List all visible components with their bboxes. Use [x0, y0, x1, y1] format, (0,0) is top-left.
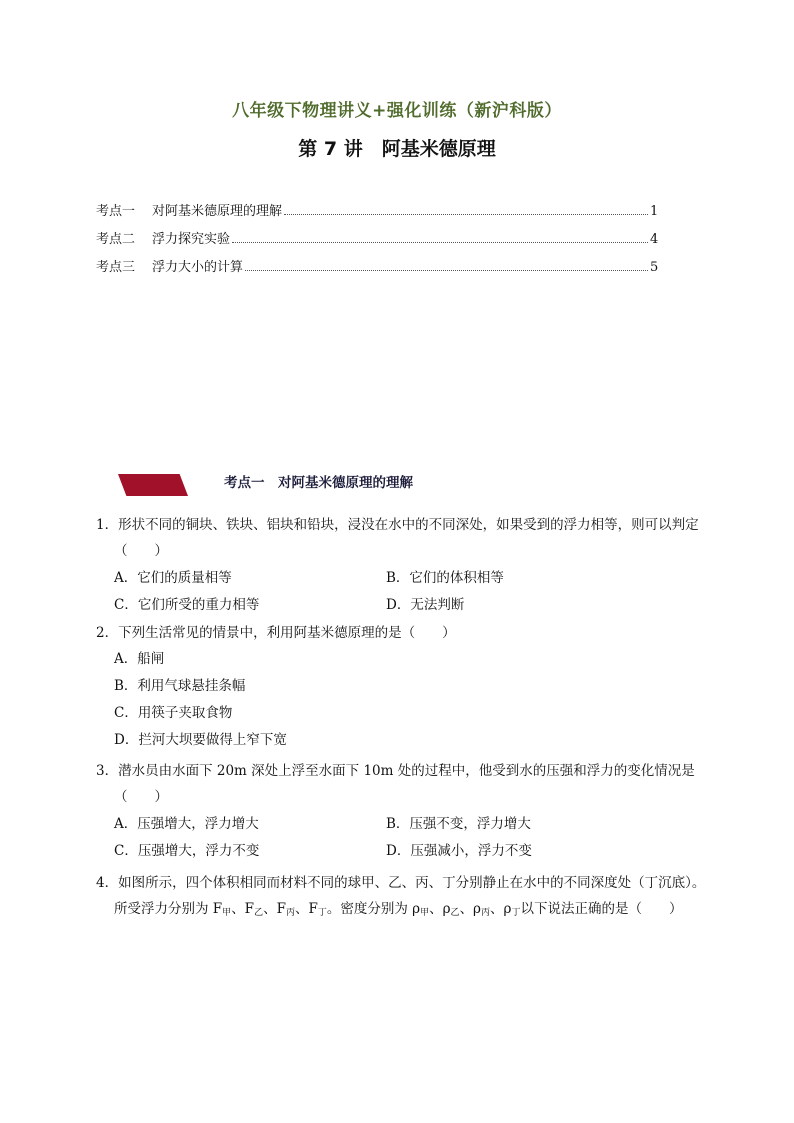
question-options [96, 646, 706, 754]
question-4 [96, 870, 706, 926]
toc-leader-dots [284, 214, 648, 215]
table-of-contents [96, 200, 658, 284]
question-stem: 4．如图所示，四个体积相同而材料不同的球甲、乙、丙、丁分别静止在水中的不同深度处（丁沉底）。所受浮力分别为 $F_甲$、$F_乙$、$F_丙$、$F_丁$。密度分别为 $\rho_甲$、$\rho_乙$、$\rho_丙$、$\rho_丁$以下说法正确的是（ ） [96, 875, 706, 918]
option-d[interactable]: D．拦河大坝要做得上窄下宽 [114, 732, 287, 748]
toc-title: 对阿基米德原理的理解 [152, 204, 283, 219]
option-c[interactable]: C．压强增大，浮力不变 [114, 842, 260, 859]
toc-title: 浮力探究实验 [152, 232, 231, 247]
option-b[interactable]: B．利用气球悬挂条幅 [114, 678, 246, 694]
question-stem: 1．形状不同的铜块、铁块、铝块和铅块，浸没在水中的不同深处，如果受到的浮力相等，则可以判定（ ） [96, 517, 699, 559]
toc-page-number: 1 [650, 204, 659, 219]
option-a[interactable]: A．压强增大，浮力增大 [114, 815, 259, 832]
option-d[interactable]: D．压强减小，浮力不变 [386, 842, 532, 859]
section-title: 考点一 对阿基米德原理的理解 [224, 475, 413, 491]
option-a[interactable]: A．它们的质量相等 [114, 569, 232, 586]
question-3 [96, 758, 706, 864]
toc-page-number: 5 [650, 260, 659, 275]
question-stem: 2．下列生活常见的情景中，利用阿基米德原理的是（ ） [96, 625, 456, 641]
toc-leader-dots [245, 270, 648, 271]
question-1 [96, 512, 706, 618]
option-b[interactable]: B．压强不变，浮力增大 [386, 815, 531, 832]
toc-page-number: 4 [650, 232, 659, 247]
question-options [96, 564, 706, 618]
toc-entry[interactable] [96, 228, 658, 256]
option-c[interactable]: C．它们所受的重力相等 [114, 596, 260, 613]
question-2 [96, 620, 706, 754]
toc-entry[interactable] [96, 256, 658, 284]
toc-leader-dots [232, 242, 648, 243]
option-d[interactable]: D．无法判断 [386, 596, 465, 613]
series-title: 八年级下物理讲义+强化训练（新沪科版） [232, 101, 562, 121]
toc-entry[interactable] [96, 200, 658, 228]
toc-tag: 考点三 [96, 260, 136, 275]
option-b[interactable]: B．它们的体积相等 [386, 569, 504, 586]
section-banner-decoration [118, 474, 188, 496]
lecture-title: 第 7 讲 阿基米德原理 [298, 138, 496, 160]
toc-title: 浮力大小的计算 [152, 260, 244, 275]
question-stem: 3．潜水员由水面下 20m 深处上浮至水面下 10m 处的过程中，他受到水的压强和浮力的变化情况是（ ） [96, 763, 695, 805]
section-header [118, 474, 618, 498]
toc-tag: 考点一 [96, 204, 136, 219]
option-a[interactable]: A．船闸 [114, 651, 165, 667]
question-options [96, 810, 706, 864]
option-c[interactable]: C．用筷子夹取食物 [114, 705, 233, 721]
toc-tag: 考点二 [96, 232, 136, 247]
